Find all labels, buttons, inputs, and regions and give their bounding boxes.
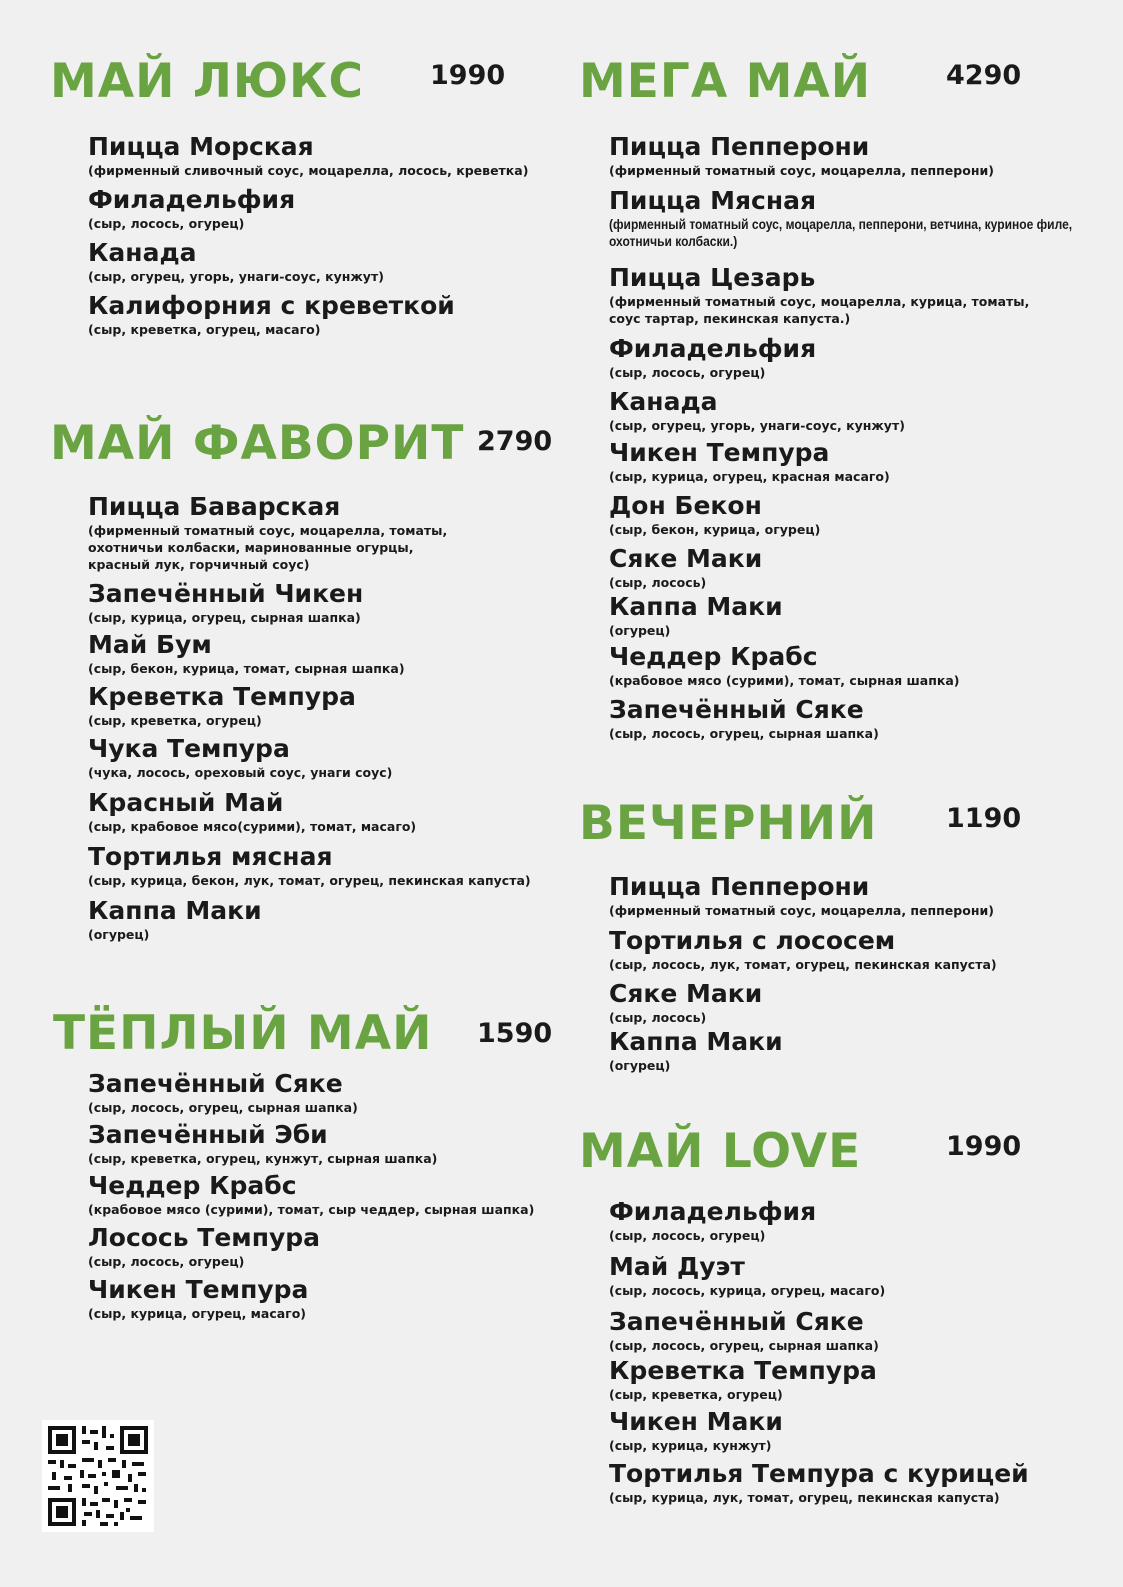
menu-item-name: Чикен Темпура xyxy=(609,438,830,467)
menu-item-name: Запечённый Сяке xyxy=(609,695,864,724)
menu-item xyxy=(609,872,1109,919)
menu-item-name: Дон Бекон xyxy=(609,491,762,520)
menu-item xyxy=(609,438,1109,485)
menu-item-name: Пицца Пепперони xyxy=(609,132,870,161)
menu-item-name: Канада xyxy=(88,238,197,267)
menu-item xyxy=(609,387,1109,434)
menu-item-description: (сыр, лосось, огурец) xyxy=(609,1228,766,1243)
menu-item-description: (сыр, лосось) xyxy=(609,575,707,590)
menu-item-name: Пицца Баварская xyxy=(88,492,341,521)
menu-item-description: (сыр, огурец, угорь, унаги-соус, кунжут) xyxy=(609,418,905,433)
menu-item-description: (сыр, креветка, огурец, масаго) xyxy=(88,322,321,337)
set-title: МАЙ ФАВОРИТ xyxy=(50,416,465,471)
menu-item-name: Филадельфия xyxy=(88,185,296,214)
menu-item-description: (сыр, креветка, огурец) xyxy=(88,713,262,728)
menu-item xyxy=(609,263,1109,327)
menu-item-name: Тортилья мясная xyxy=(88,842,333,871)
menu-item xyxy=(88,291,588,338)
menu-item xyxy=(88,132,588,179)
menu-item-name: Чеддер Крабс xyxy=(88,1171,297,1200)
menu-item-name: Тортилья Темпура с курицей xyxy=(609,1459,1029,1488)
menu-item xyxy=(609,1459,1109,1506)
qr-code[interactable] xyxy=(42,1420,154,1532)
menu-item xyxy=(609,186,1109,250)
menu-item-name: Креветка Темпура xyxy=(88,682,356,711)
menu-item xyxy=(88,579,588,626)
menu-item xyxy=(88,682,588,729)
set-price: 1990 xyxy=(946,1131,1022,1162)
menu-item-description: (сыр, курица, огурец, красная масаго) xyxy=(609,469,890,484)
menu-item xyxy=(609,1356,1109,1403)
menu-item-description: (фирменный томатный соус, моцарелла, пепперони) xyxy=(609,163,994,178)
menu-item xyxy=(609,592,1109,639)
menu-item xyxy=(88,1120,588,1167)
set-title: ВЕЧЕРНИЙ xyxy=(579,796,878,851)
menu-item-description: (сыр, бекон, курица, огурец) xyxy=(609,522,821,537)
menu-item-description: (сыр, лосось, огурец, сырная шапка) xyxy=(609,726,879,741)
menu-item-name: Чука Темпура xyxy=(88,734,290,763)
menu-item-name: Запечённый Сяке xyxy=(88,1069,343,1098)
menu-item-description: (сыр, лосось, курица, огурец, масаго) xyxy=(609,1283,886,1298)
menu-item-name: Канада xyxy=(609,387,718,416)
menu-item-description: (фирменный томатный соус, моцарелла, пепперони, ветчина, куриное филе, охотничьи колбаски.) xyxy=(609,216,1073,249)
set-price: 2790 xyxy=(477,426,553,457)
menu-item-description: (фирменный сливочный соус, моцарелла, лосось, креветка) xyxy=(88,163,529,178)
menu-item-description: (сыр, креветка, огурец, кунжут, сырная шапка) xyxy=(88,1151,438,1166)
menu-item xyxy=(88,492,588,573)
set-price: 1190 xyxy=(946,803,1022,834)
menu-item xyxy=(88,1069,588,1116)
menu-item-description: (сыр, курица, огурец, сырная шапка) xyxy=(88,610,361,625)
menu-item-description: (крабовое мясо (сурими), томат, сыр чеддер, сырная шапка) xyxy=(88,1202,535,1217)
menu-item-description: (сыр, курица, огурец, масаго) xyxy=(88,1306,306,1321)
menu-item xyxy=(609,642,1109,689)
menu-item-description: (сыр, лосось, лук, томат, огурец, пекинская капуста) xyxy=(609,957,997,972)
menu-item-name: Лосось Темпура xyxy=(88,1223,321,1252)
set-title: МЕГА МАЙ xyxy=(579,54,872,109)
menu-item xyxy=(609,1197,1109,1244)
menu-item-name: Запечённый Эби xyxy=(88,1120,328,1149)
menu-item xyxy=(88,1275,588,1322)
menu-item-description: (огурец) xyxy=(88,927,150,942)
menu-item-description: (крабовое мясо (сурими), томат, сырная шапка) xyxy=(609,673,960,688)
menu-item-description: (сыр, курица, бекон, лук, томат, огурец, пекинская капуста) xyxy=(88,873,531,888)
menu-item-description: (чука, лосось, ореховый соус, унаги соус) xyxy=(88,765,393,780)
menu-item-description: (сыр, лосось, огурец, сырная шапка) xyxy=(88,1100,358,1115)
menu-item-name: Май Бум xyxy=(88,630,212,659)
menu-item-description: (сыр, лосось, огурец) xyxy=(609,365,766,380)
menu-item-description: (фирменный томатный соус, моцарелла, пепперони) xyxy=(609,903,994,918)
menu-item xyxy=(609,1407,1109,1454)
menu-item-description: (сыр, креветка, огурец) xyxy=(609,1387,783,1402)
menu-item-name: Пицца Цезарь xyxy=(609,263,816,292)
menu-item xyxy=(609,1027,1109,1074)
set-price: 4290 xyxy=(946,60,1022,91)
menu-item-description: (сыр, бекон, курица, томат, сырная шапка) xyxy=(88,661,405,676)
set-price: 1990 xyxy=(430,60,506,91)
menu-item xyxy=(609,1252,1109,1299)
menu-item-name: Запечённый Сяке xyxy=(609,1307,864,1336)
menu-item-description: (сыр, огурец, угорь, унаги-соус, кунжут) xyxy=(88,269,384,284)
menu-item xyxy=(88,238,588,285)
menu-item xyxy=(609,695,1109,742)
set-title: ТЁПЛЫЙ МАЙ xyxy=(53,1006,433,1061)
menu-item-name: Каппа Маки xyxy=(609,592,783,621)
menu-item-name: Чеддер Крабс xyxy=(609,642,818,671)
menu-item-description: (сыр, крабовое мясо(сурими), томат, масаго) xyxy=(88,819,417,834)
menu-item-name: Сяке Маки xyxy=(609,979,763,1008)
menu-item xyxy=(88,1171,588,1218)
menu-item-name: Чикен Темпура xyxy=(88,1275,309,1304)
set-title: МАЙ LOVE xyxy=(579,1124,862,1179)
menu-item-description: (огурец) xyxy=(609,623,671,638)
menu-item-description: (сыр, курица, кунжут) xyxy=(609,1438,772,1453)
menu-item-name: Каппа Маки xyxy=(609,1027,783,1056)
menu-item-description: (сыр, лосось) xyxy=(609,1010,707,1025)
menu-item-description: (фирменный томатный соус, моцарелла, томаты, охотничьи колбаски, маринованные огурцы, красный лук, горчичный соус) xyxy=(88,523,448,572)
menu-item xyxy=(88,1223,588,1270)
set-price: 1590 xyxy=(477,1018,553,1049)
menu-item-name: Запечённый Чикен xyxy=(88,579,364,608)
menu-item xyxy=(609,132,1109,179)
menu-item-name: Сяке Маки xyxy=(609,544,763,573)
menu-item xyxy=(88,734,588,781)
menu-item-name: Пицца Пепперони xyxy=(609,872,870,901)
menu-item-name: Каппа Маки xyxy=(88,896,262,925)
menu-item xyxy=(88,788,588,835)
menu-item-name: Май Дуэт xyxy=(609,1252,745,1281)
menu-item xyxy=(609,979,1109,1026)
menu-item xyxy=(609,926,1109,973)
set-title: МАЙ ЛЮКС xyxy=(50,54,364,109)
menu-item-name: Тортилья с лососем xyxy=(609,926,896,955)
menu-item xyxy=(88,630,588,677)
menu-item-name: Пицца Морская xyxy=(88,132,314,161)
menu-item-name: Креветка Темпура xyxy=(609,1356,877,1385)
menu-item-description: (сыр, курица, лук, томат, огурец, пекинская капуста) xyxy=(609,1490,1000,1505)
menu-item xyxy=(609,1307,1109,1354)
menu-item-description: (сыр, лосось, огурец) xyxy=(88,1254,245,1269)
qr-code-icon xyxy=(42,1420,154,1532)
menu-item-name: Филадельфия xyxy=(609,334,817,363)
menu-item-description: (сыр, лосось, огурец, сырная шапка) xyxy=(609,1338,879,1353)
menu-item xyxy=(609,491,1109,538)
menu-item xyxy=(609,334,1109,381)
menu-item xyxy=(609,544,1109,591)
menu-item xyxy=(88,185,588,232)
menu-item-description: (сыр, лосось, огурец) xyxy=(88,216,245,231)
menu-item xyxy=(88,842,588,889)
menu-item-name: Красный Май xyxy=(88,788,284,817)
menu-item-name: Калифорния с креветкой xyxy=(88,291,455,320)
menu-item-description: (фирменный томатный соус, моцарелла, курица, томаты, соус тартар, пекинская капуста.) xyxy=(609,294,1030,326)
menu-item-name: Чикен Маки xyxy=(609,1407,783,1436)
menu-item xyxy=(88,896,588,943)
menu-item-description: (огурец) xyxy=(609,1058,671,1073)
menu-item-name: Пицца Мясная xyxy=(609,186,817,215)
menu-item-name: Филадельфия xyxy=(609,1197,817,1226)
